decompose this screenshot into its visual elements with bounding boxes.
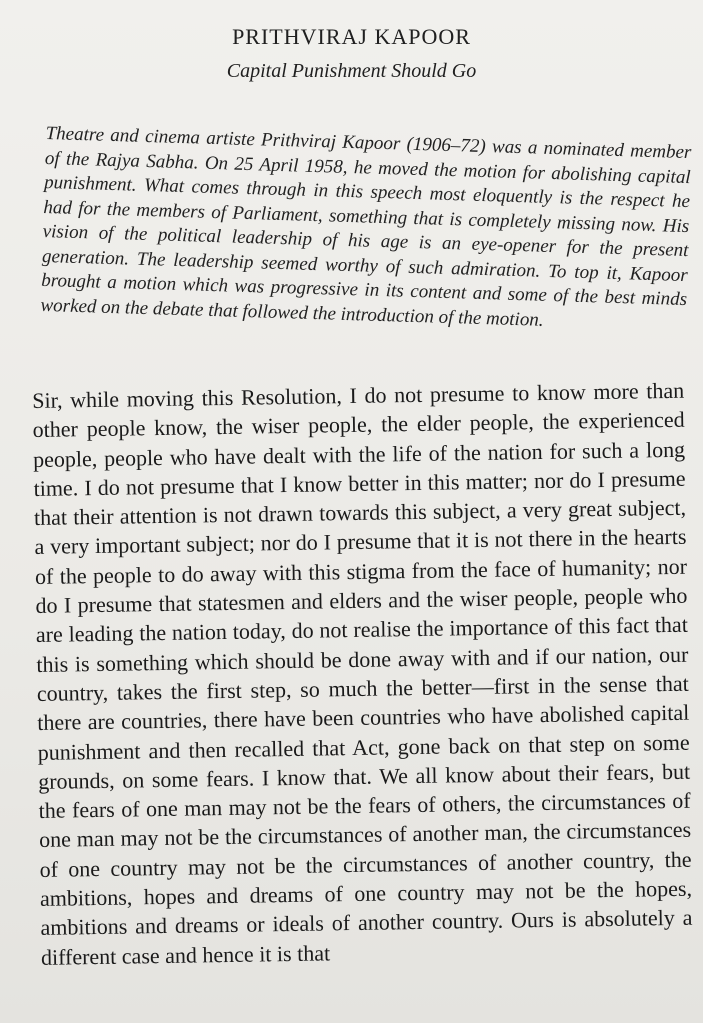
page-title: PRITHVIRAJ KAPOOR xyxy=(232,24,471,49)
intro-paragraph: Theatre and cinema artiste Prithviraj Kapoor (1906–72) was a nominated member of the Rajya Sabha. On 25 April 1958, he moved the motion for abolishing capital punishment. What comes through in this speech most eloquently is the respect he had for the members of Parliament, something that is completely missing now. His vision of the political leadership of his age is an eye-opener for the present generation. The leadership seemed worthy of such admiration. To top it, Kapoor brought a motion which was progressive in its content and some of the best minds worked on the debate that followed the introduction of the motion. xyxy=(40,122,692,331)
page-subtitle: Capital Punishment Should Go xyxy=(226,60,477,82)
speech-paragraph: Sir, while moving this Resolution, I do not presume to know more than other people know, the wiser people, the elder people, the experienced people, people who have dealt with the life of the nation for such a long time. I do not presume that I know better in this matter; nor do I presume that their attention is not drawn towards this subject, a very great subject, a very important subject; nor do I presume that it is not there in the hearts of the people to do away with this stigma from the face of humanity; nor do I presume that statesmen and elders and the wiser people, people who are leading the nation today, do not realise the importance of this fact that this is something which should be done away with and if our nation, our country, takes the first step, so much the better—first in the sense that there are countries, there have been countries who have abolished capital punishment and then recalled that Act, gone back on that step on some grounds, on some fears. I know that. We all know about their fears, but the fears of one man may not be the fears of others, the circumstances of one man may not be the circumstances of another man, the circumstances of one country may not be the circumstances of another country, the ambitions, hopes and dreams of one country may not be the hopes, ambitions and dreams or ideals of another country. Ours is absolutely a different case and hence it is that xyxy=(32,377,693,970)
